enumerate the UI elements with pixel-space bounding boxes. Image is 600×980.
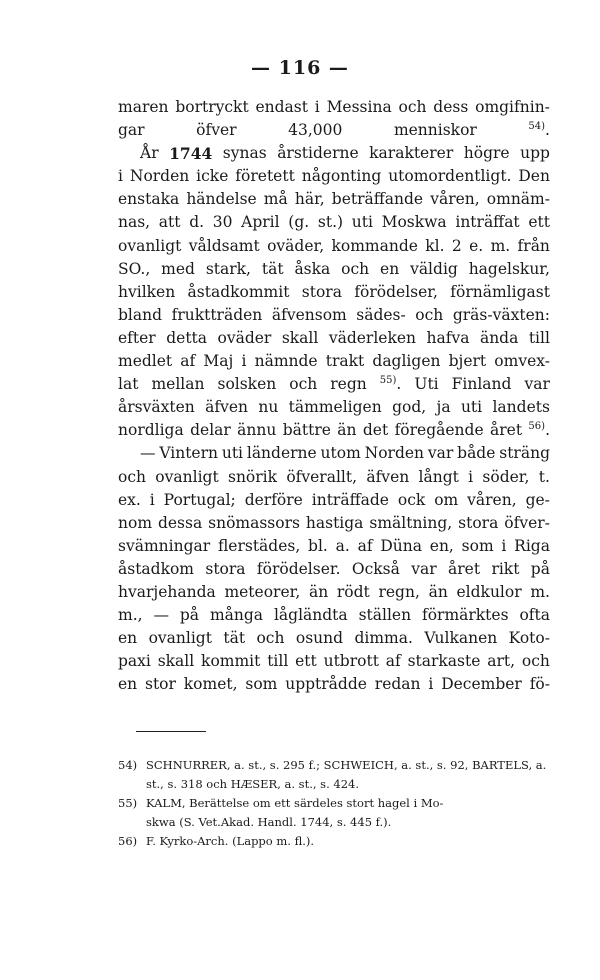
body-text [118, 96, 550, 696]
text-line: enstaka händelse må här, beträffande våren, omnäm- [118, 190, 550, 209]
text-line: årsväxten äfven nu tämmeligen god, ja uti landets [118, 398, 550, 417]
footnote-divider [136, 731, 206, 732]
footnote [118, 794, 554, 832]
footnote-line: SCHNURRER, a. st., s. 295 f.; SCHWEICH, a. st., s. 92, BARTELS, a. [146, 758, 547, 772]
footnote [118, 756, 554, 794]
text-line: nas, att d. 30 April (g. st.) uti Moskwa inträffat ett [118, 213, 550, 232]
text-line: hvilken åstadkommit stora förödelser, förnämligast [118, 282, 550, 301]
text-line: paxi skall kommit till ett utbrott af starkaste art, och [118, 652, 550, 671]
footnote-number: 56) [118, 834, 138, 848]
footnote-line: skwa (S. Vet.Akad. Handl. 1744, s. 445 f.). [146, 815, 392, 829]
footnote-number: 55) [118, 796, 138, 810]
text-line: År 1744 synas årstiderne karakterer högre upp [140, 144, 550, 164]
text-line: ovanligt våldsamt oväder, kommande kl. 2 e. m. från [118, 236, 550, 255]
text-line: i Norden icke företett någonting utomordentligt. Den [118, 167, 550, 186]
footnote-number: 54) [118, 758, 138, 772]
text-line: en stor komet, som upptrådde redan i December fö- [118, 675, 550, 694]
text-line: åstadkom stora förödelser. Också var året rikt på [118, 559, 550, 578]
text-line: gar öfver 43,000 menniskor $^{54)}$. [118, 120, 550, 140]
text-line: efter detta oväder skall väderleken hafva ända till [118, 328, 550, 347]
page-number: — 116 — [251, 57, 349, 79]
footnotes [118, 756, 554, 851]
text-line: hvarjehanda meteorer, än rödt regn, än eldkulor m. [118, 582, 550, 601]
text-line: nordliga delar ännu bättre än det föregående året $^{56)}$. [118, 421, 550, 440]
text-line: lat mellan solsken och regn $^{55)}$. Uti Finland var [118, 374, 550, 394]
text-line: bland fruktträden äfvensom sädes- och gräs-växten: [118, 305, 550, 324]
text-line: ex. i Portugal; derföre inträffade ock om våren, ge- [118, 490, 550, 509]
text-line: svämningar flerstädes, bl. a. af Düna en, som i Riga [118, 536, 550, 555]
footnote-line: st., s. 318 och HÆSER, a. st., s. 424. [146, 777, 359, 791]
footnote-line: KALM, Berättelse om ett särdeles stort hagel i Mo- [146, 796, 444, 810]
text-line: en ovanligt tät och osund dimma. Vulkanen Koto- [118, 629, 550, 648]
text-line: medlet af Maj i nämnde trakt dagligen bjert omvex- [118, 352, 550, 371]
text-line: och ovanligt snörik öfverallt, äfven långt i söder, t. [118, 467, 550, 486]
footnote-line: F. Kyrko-Arch. (Lappo m. fl.). [146, 834, 315, 848]
text-line: — Vintern uti länderne utom Norden var både sträng [140, 444, 550, 463]
text-line: m., — på många lågländta ställen förmärktes ofta [118, 606, 550, 625]
footnote [118, 832, 554, 851]
text-line: SO., med stark, tät åska och en väldig hagelskur, [118, 259, 550, 278]
text-line: maren bortryckt endast i Messina och dess omgifnin- [118, 98, 550, 116]
text-line: nom dessa snömassors hastiga smältning, stora öfver- [118, 513, 550, 532]
